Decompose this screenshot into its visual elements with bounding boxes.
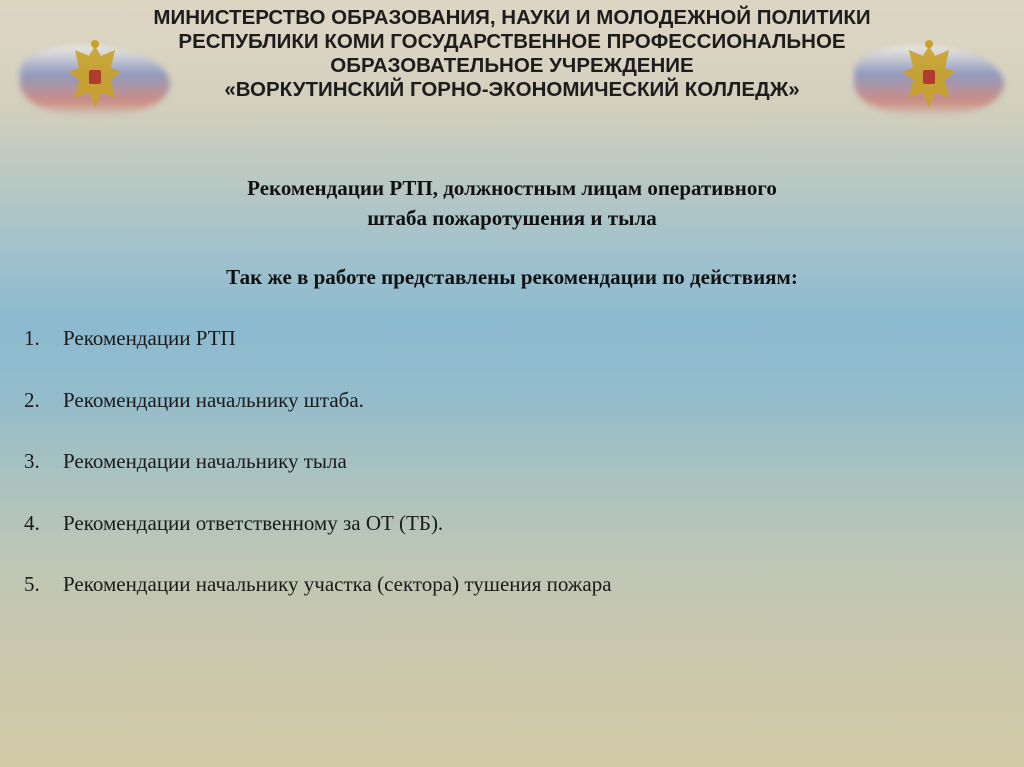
list-item bbox=[24, 326, 984, 388]
recommendations-list bbox=[24, 326, 984, 634]
header-line: ОБРАЗОВАТЕЛЬНОЕ УЧРЕЖДЕНИЕ bbox=[330, 54, 694, 77]
header-line: РЕСПУБЛИКИ КОМИ ГОСУДАРСТВЕННОЕ ПРОФЕССИОНАЛЬНОЕ bbox=[178, 30, 846, 53]
list-text: Рекомендации начальнику штаба. bbox=[63, 387, 364, 412]
list-item bbox=[24, 511, 984, 573]
intro-text: Так же в работе представлены рекомендации по действиям: bbox=[226, 265, 798, 289]
list-text: Рекомендации начальнику тыла bbox=[63, 449, 347, 473]
title-line: Рекомендации РТП, должностным лицам оперативного bbox=[247, 176, 777, 200]
list-text: Рекомендации ответственному за ОТ (ТБ). bbox=[63, 510, 444, 535]
list-text: Рекомендации начальнику участка (сектора) тушения пожара bbox=[63, 572, 612, 596]
coat-of-arms-icon bbox=[899, 38, 959, 118]
list-number: 3. bbox=[24, 449, 40, 473]
list-item bbox=[24, 388, 984, 450]
list-number: 1. bbox=[24, 326, 40, 350]
slide-title bbox=[140, 173, 884, 233]
list-number: 4. bbox=[24, 510, 40, 535]
list-item bbox=[24, 449, 984, 511]
header-line: «ВОРКУТИНСКИЙ ГОРНО-ЭКОНОМИЧЕСКИЙ КОЛЛЕДЖ» bbox=[224, 78, 800, 101]
coat-of-arms-icon bbox=[65, 38, 125, 118]
list-number: 2. bbox=[24, 387, 40, 412]
list-number: 5. bbox=[24, 572, 40, 596]
list-text: Рекомендации РТП bbox=[63, 326, 236, 350]
list-item bbox=[24, 572, 984, 634]
title-line: штаба пожаротушения и тыла bbox=[367, 206, 657, 230]
organization-header bbox=[130, 6, 894, 102]
header-line: МИНИСТЕРСТВО ОБРАЗОВАНИЯ, НАУКИ И МОЛОДЕЖНОЙ ПОЛИТИКИ bbox=[153, 6, 871, 29]
